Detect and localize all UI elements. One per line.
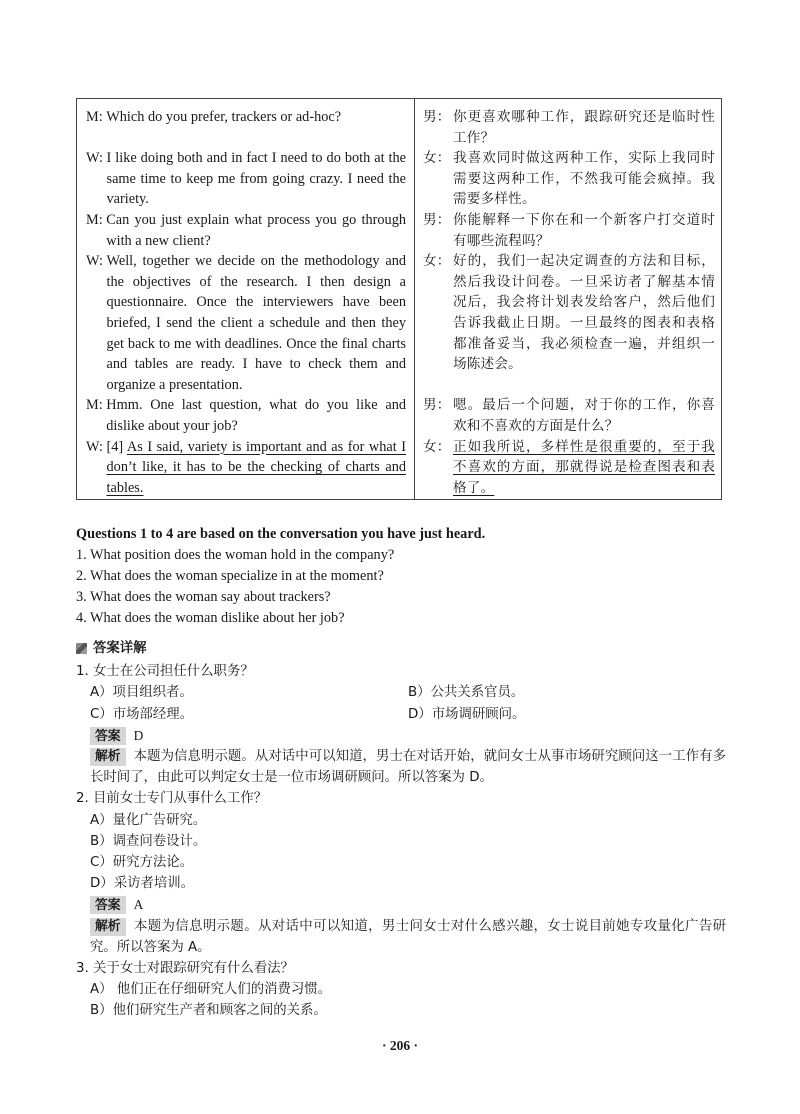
answer-letter: D (133, 727, 144, 743)
analysis-q2 (76, 916, 726, 958)
chinese-transcript (415, 99, 721, 499)
question-item: 4. What does the woman dislike about her job? (76, 610, 345, 626)
analysis-q1 (76, 746, 726, 788)
question-item: 1. What position does the woman hold in the company? (76, 547, 395, 563)
option: D）市场调研顾问。 (408, 706, 526, 722)
answers-section (76, 638, 726, 1022)
turn-m2 (86, 210, 406, 251)
speaker-label: M: (86, 211, 107, 228)
turn-text (107, 437, 406, 499)
answer-tag: 答案 (90, 896, 126, 914)
answer-q2-title: 2. 目前女士专门从事什么工作？ (76, 791, 268, 807)
turn-m3 (86, 395, 406, 436)
turn-m1 (86, 107, 406, 128)
question-item: 3. What does the woman say about trackers? (76, 589, 331, 605)
turn-zh-m1 (423, 107, 715, 148)
answer-q2 (76, 894, 726, 915)
english-transcript (77, 99, 415, 499)
speaker-label: W: (86, 150, 107, 167)
speaker-label: W: (86, 253, 107, 270)
option: D）采访者培训。 (90, 876, 195, 892)
answer-q3-options (76, 979, 726, 1021)
answer-tag: 答案 (90, 727, 126, 745)
turn-text: 你能解释一下你在和一个新客户打交道时有哪些流程吗？ (453, 211, 715, 249)
analysis-text: 本题为信息明示题。从对话中可以知道，男士在对话开始，就问女士从事市场研究顾问这一工作有多长时间了，由此可以判定女士是一位市场调研顾问。所以答案为 D。 (90, 749, 726, 786)
turn-text: Can you just explain what process you go through with a new client? (106, 211, 406, 249)
turn-w3 (86, 437, 406, 499)
speaker-label: M: (86, 109, 107, 125)
answer-letter: A (133, 897, 144, 913)
speaker-label: M: (86, 397, 107, 414)
speaker-label: 男： (423, 109, 451, 125)
speaker-label: 女： (423, 253, 451, 270)
option: B）他们研究生产者和顾客之间的关系。 (90, 1003, 327, 1019)
speaker-label: 男： (423, 397, 451, 414)
transcript-table (76, 98, 722, 500)
option: A） 他们正在仔细研究人们的消费习惯。 (90, 982, 332, 998)
cube-icon (76, 643, 87, 654)
turn-text: 你更喜欢哪种工作，跟踪研究还是临时性工作？ (453, 109, 715, 146)
turn-text: Which do you prefer, trackers or ad-hoc? (106, 109, 342, 125)
option: A）量化广告研究。 (90, 812, 207, 828)
speaker-label: 女： (423, 438, 451, 455)
speaker-label: W: (86, 438, 107, 455)
turn-text: Hmm. One last question, what do you like and dislike about your job? (106, 397, 406, 434)
turn-w2 (86, 251, 406, 395)
turn-text: 嗯。最后一个问题，对于你的工作，你喜欢和不喜欢的方面是什么？ (453, 397, 715, 434)
answer-q1-title: 1. 女士在公司担任什么职务？ (76, 664, 254, 680)
answer-q1 (76, 725, 726, 746)
option: C）研究方法论。 (90, 855, 194, 871)
analysis-tag: 解析 (90, 748, 126, 766)
turn-text: 我喜欢同时做这两种工作，实际上我同时需要这两种工作，不然我可能会疯掉。我需要多样性。 (453, 150, 715, 208)
turn-text: 好的，我们一起决定调查的方法和目标，然后我设计问卷。一旦采访者了解基本情况后，我会将计划表发给客户，然后他们告诉我截止日期。一旦最终的图表和表格都准备妥当，我必须检查一遍，并组织一场陈述会。 (453, 253, 715, 373)
analysis-text: 本题为信息明示题。从对话中可以知道，男士问女士对什么感兴趣，女士说目前她专攻量化广告研究。所以答案为 A。 (90, 918, 726, 955)
answer-q2-options (76, 810, 726, 895)
turn-zh-m2 (423, 210, 715, 251)
turn-zh-w3 (423, 437, 715, 499)
underlined-answer: As I said, variety is important and as for what I don’t like, it has to be the checking of charts and tables. (106, 438, 406, 496)
speaker-label: 男： (423, 211, 451, 228)
question-marker: [4] (106, 438, 127, 455)
turn-zh-m3 (423, 395, 715, 436)
answers-title-text: 答案详解 (93, 641, 147, 656)
turn-zh-w2 (423, 251, 715, 375)
option: A）项目组织者。 (90, 685, 193, 701)
speaker-label: 女： (423, 150, 451, 167)
answers-title (76, 638, 726, 659)
option: C）市场部经理。 (90, 706, 194, 722)
option: B）调查问卷设计。 (90, 833, 207, 849)
questions-section (76, 524, 726, 629)
questions-heading: Questions 1 to 4 are based on the conversation you have just heard. (76, 526, 486, 542)
page-number: · 206 · (381, 1038, 418, 1053)
analysis-tag: 解析 (90, 918, 126, 936)
option: B）公共关系官员。 (408, 685, 525, 701)
turn-w1 (86, 148, 406, 210)
answer-q3-title: 3. 关于女士对跟踪研究有什么看法？ (76, 961, 294, 977)
question-item: 2. What does the woman specialize in at the moment? (76, 568, 384, 584)
underlined-answer: 正如我所说，多样性是很重要的，至于我不喜欢的方面，那就得说是检查图表和表格了。 (453, 438, 715, 496)
turn-text: Well, together we decide on the methodology and the objectives of the research. I then design a questionnaire. Once the interviewers have been briefed, I send the client a schedule and then they get back to me with deadlines. Once the final charts and tables are ready. I have to check them and organize a presentation. (106, 253, 406, 393)
turn-zh-w1 (423, 148, 715, 210)
answer-q1-options (76, 682, 726, 724)
turn-text: I like doing both and in fact I need to do both at the same time to keep me from going crazy. I need the variety. (106, 150, 406, 208)
